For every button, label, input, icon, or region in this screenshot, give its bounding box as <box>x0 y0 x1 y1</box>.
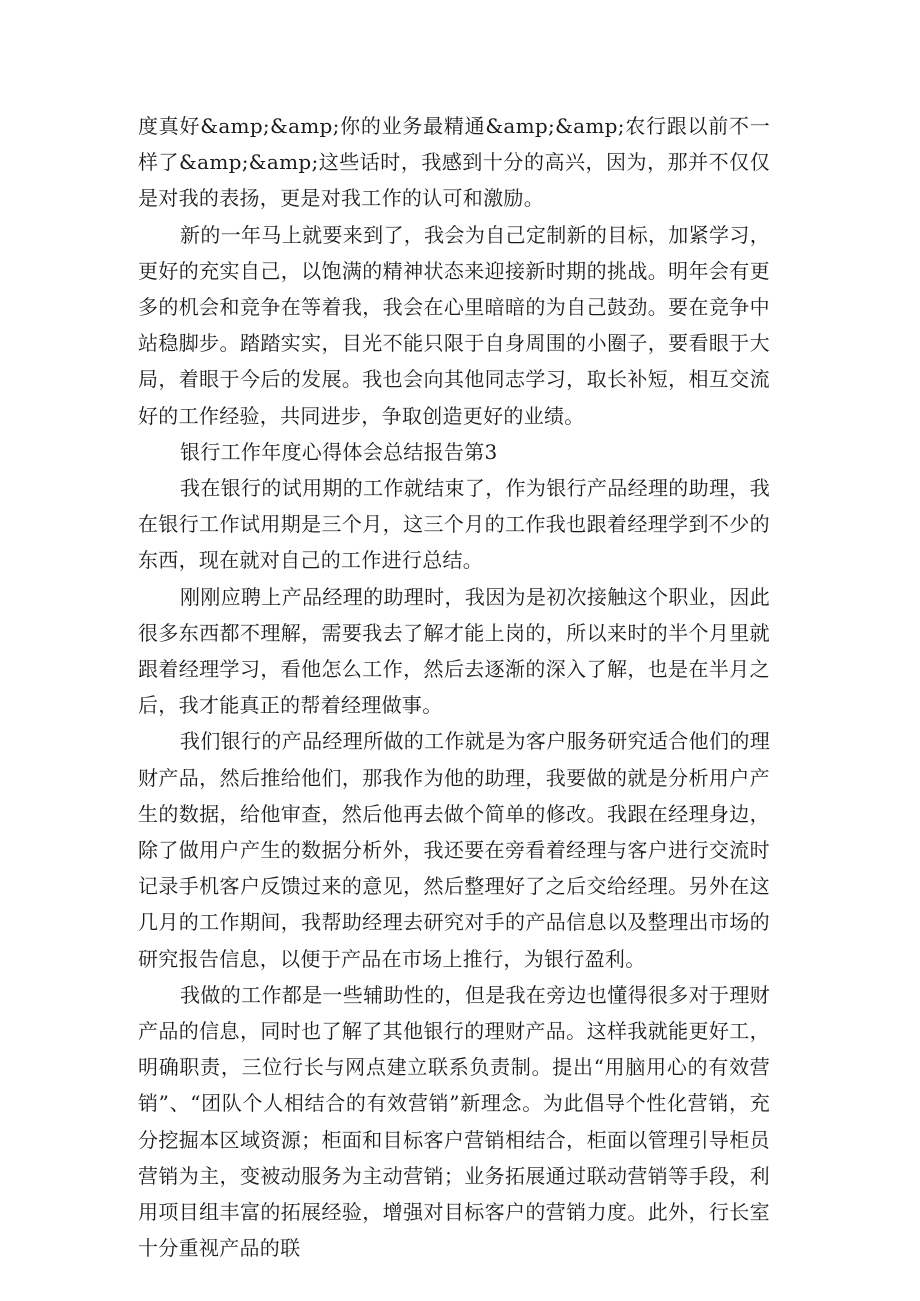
paragraph-1: 度真好&amp;&amp;你的业务最精通&amp;&amp;农行跟以前不一样了&amp;&amp;这些话时，我感到十分的高兴，因为，那并不仅仅是对我的表扬，更是对我工作的认可和激励。 <box>138 114 770 211</box>
paragraph-6: 我做的工作都是一些辅助性的，但是我在旁边也懂得很多对于理财产品的信息，同时也了解了其他银行的理财产品。这样我就能更好工，明确职责，三位行长与网点建立联系负责制。提出“用脑用心的有效营销”、“团队个人相结合的有效营销”新理念。为此倡导个性化营销，充分挖掘本区域资源；柜面和目标客户营销相结合，柜面以管理引导柜员营销为主，变被动服务为主动营销；业务拓展通过联动营销等手段，利用项目组丰富的拓展经验，增强对目标客户的营销力度。此外，行长室十分重视产品的联 <box>138 982 770 1261</box>
paragraph-2: 新的一年马上就要来到了，我会为自己定制新的目标，加紧学习，更好的充实自己，以饱满的精神状态来迎接新时期的挑战。明年会有更多的机会和竞争在等着我，我会在心里暗暗的为自己鼓劲。要在竞争中站稳脚步。踏踏实实，目光不能只限于自身周围的小圈子，要看眼于大局，着眼于今后的发展。我也会向其他同志学习，取长补短，相互交流好的工作经验，共同进步，争取创造更好的业绩。 <box>138 222 770 428</box>
paragraph-3: 我在银行的试用期的工作就结束了，作为银行产品经理的助理，我在银行工作试用期是三个月，这三个月的工作我也跟着经理学到不少的东西，现在就对自己的工作进行总结。 <box>138 476 770 573</box>
paragraph-5: 我们银行的产品经理所做的工作就是为客户服务研究适合他们的理财产品，然后推给他们，那我作为他的助理，我要做的就是分析用户产生的数据，给他审查，然后他再去做个简单的修改。我跟在经理身边，除了做用户产生的数据分析外，我还要在旁看着经理与客户进行交流时记录手机客户反馈过来的意见，然后整理好了之后交给经理。另外在这几月的工作期间，我帮助经理去研究对手的产品信息以及整理出市场的研究报告信息，以便于产品在市场上推行，为银行盈利。 <box>138 729 770 971</box>
paragraph-4: 刚刚应聘上产品经理的助理时，我因为是初次接触这个职业，因此很多东西都不理解，需要我去了解才能上岗的，所以来时的半个月里就跟着经理学习，看他怎么工作，然后去逐渐的深入了解，也是在半月之后，我才能真正的帮着经理做事。 <box>138 584 770 718</box>
section-heading: 银行工作年度心得体会总结报告第3 <box>180 439 498 464</box>
